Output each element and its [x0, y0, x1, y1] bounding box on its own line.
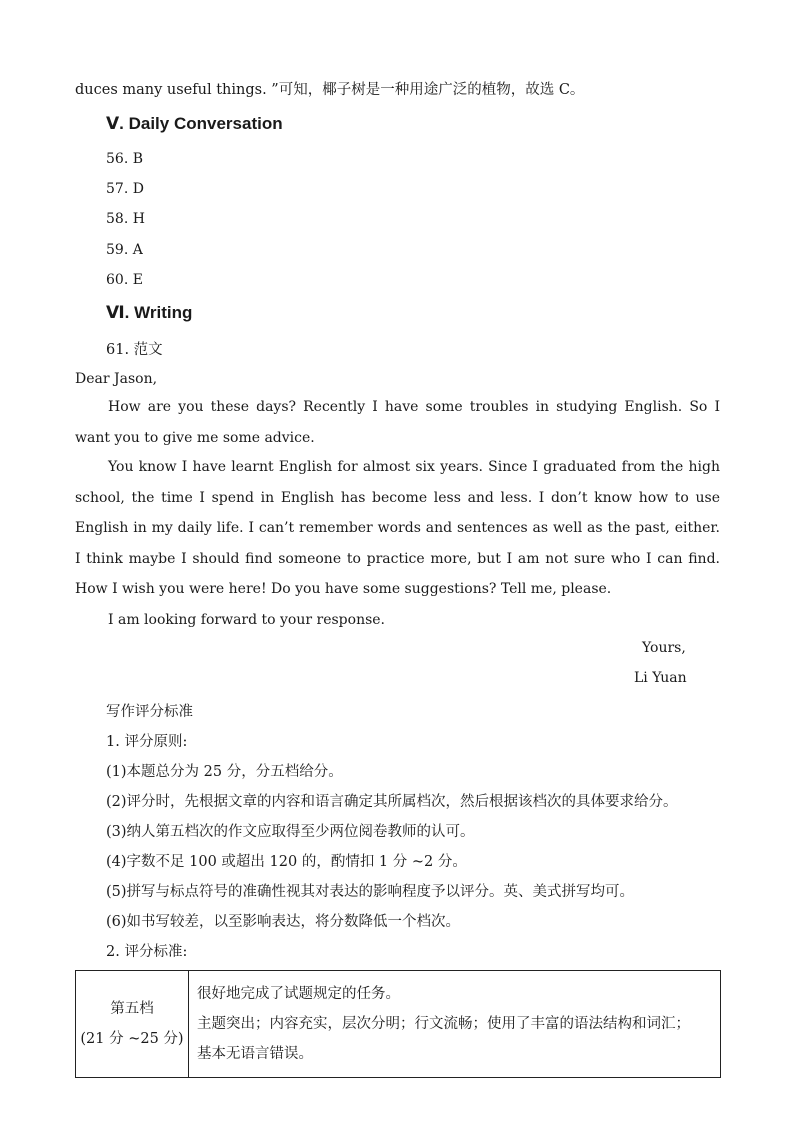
table-row [76, 971, 721, 1078]
principle-1: (1)本题总分为 25 分，分五档给分。 [106, 764, 343, 780]
letter-paragraph-2: You know I have learnt English for almost six years. Since I graduated from the high school, the time I spend in English has become less and less. I don’t know how to use English in my daily life. I can’t remember words and sentences as well as the past, either. I think maybe I should find someone to practice more, but I am not sure who I can find. How I wish you were here! Do you have some suggestions? Tell me, please. [75, 459, 720, 597]
grade-level-cell [76, 971, 189, 1078]
criteria-title: 写作评分标准 [106, 704, 193, 720]
letter-salutation: Dear Jason, [75, 371, 158, 387]
grade-description-line: 主题突出；内容充实，层次分明；行文流畅；使用了丰富的语法结构和词汇； [197, 1016, 690, 1032]
standards-title: 2. 评分标准: [106, 944, 188, 960]
principle-2: (2)评分时，先根据文章的内容和语言确定其所属档次，然后根据该档次的具体要求给分。 [106, 794, 678, 810]
section-6-title: Ⅵ. Writing [106, 303, 193, 322]
section-5-title: Ⅴ. Daily Conversation [106, 114, 283, 133]
grade-level-name: 第五档 [110, 1001, 154, 1017]
intro-line: duces many useful things. ”可知，椰子树是一种用途广泛的植物，故选 C。 [75, 82, 585, 98]
sample-essay-label: 61. 范文 [106, 342, 163, 358]
letter-paragraph-1: How are you these days? Recently I have some troubles in studying English. So I want you to give me some advice. [75, 399, 720, 446]
answer-56: 56. B [106, 151, 144, 167]
principle-3: (3)纳人第五档次的作文应取得至少两位阅卷教师的认可。 [106, 824, 475, 840]
principle-4: (4)字数不足 100 或超出 120 的，酌情扣 1 分 ~2 分。 [106, 854, 467, 870]
answer-59: 59. A [106, 242, 143, 258]
answer-57: 57. D [106, 181, 144, 197]
answer-58: 58. H [106, 211, 145, 227]
grade-description-line: 基本无语言错误。 [197, 1046, 313, 1062]
grading-table [75, 970, 721, 1078]
letter-closing: Yours, [642, 640, 686, 656]
principle-6: (6)如书写较差，以至影响表达，将分数降低一个档次。 [106, 914, 461, 930]
principle-5: (5)拼写与标点符号的准确性视其对表达的影响程度予以评分。英、美式拼写均可。 [106, 884, 635, 900]
answer-60: 60. E [106, 272, 143, 288]
letter-paragraph-3: I am looking forward to your response. [108, 612, 386, 628]
grade-description-line: 很好地完成了试题规定的任务。 [197, 986, 400, 1002]
letter-signature: Li Yuan [634, 670, 687, 686]
principles-title: 1. 评分原则: [106, 734, 188, 750]
grade-level-range: (21 分 ~25 分) [80, 1031, 184, 1047]
grade-description-cell [189, 971, 721, 1078]
